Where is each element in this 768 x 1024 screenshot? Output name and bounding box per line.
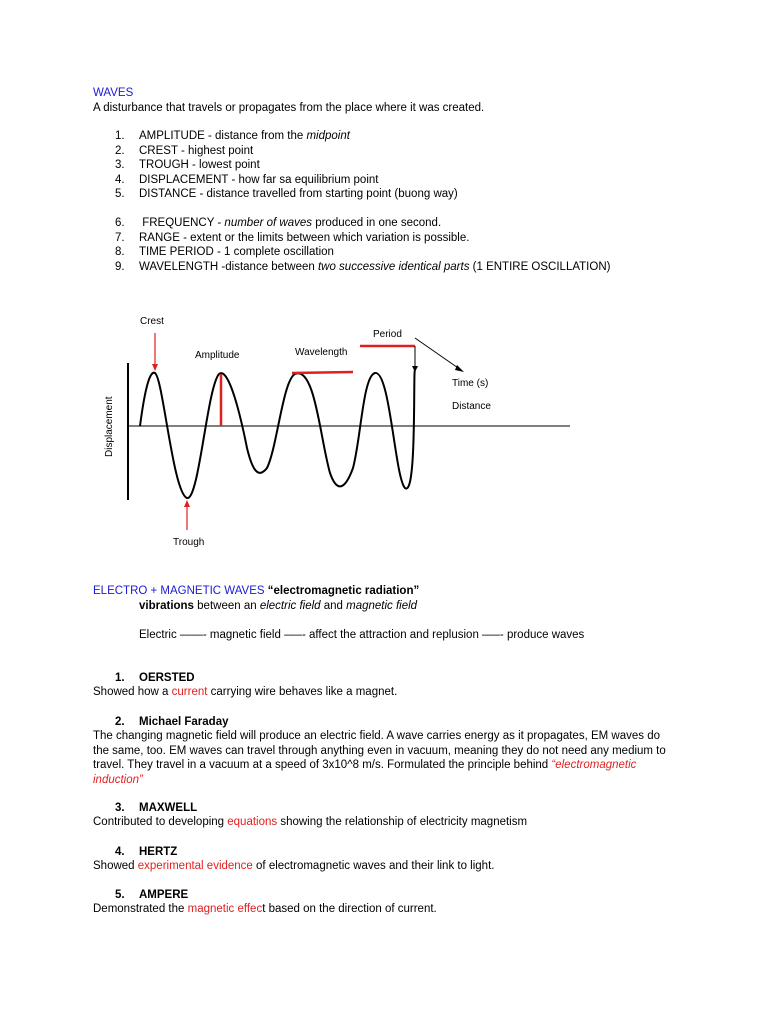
em-section: [93, 584, 683, 643]
trough-label: Trough: [173, 537, 205, 548]
list-item: 9. WAVELENGTH -distance between two successive identical parts (1 ENTIRE OSCILLATION): [115, 260, 611, 273]
list-item: 6. FREQUENCY - number of waves produced in one second.: [115, 217, 442, 229]
scientist-description: Showed experimental evidence of electromagnetic waves and their link to light.: [93, 860, 495, 872]
waves-section: [93, 86, 683, 115]
em-chain: Electric ——- magnetic field —–- affect the attraction and replusion —–- produce waves: [139, 629, 585, 642]
em-vibrations: vibrations between an electric field and magnetic field: [139, 599, 418, 612]
wavelength-label: Wavelength: [295, 347, 348, 358]
scientist-description: Contributed to developing equations showing the relationship of electricity magnetism: [93, 816, 528, 828]
em-heading: ELECTRO + MAGNETIC WAVES “electromagnetic radiation”: [93, 585, 420, 597]
crest-arrow-head: [152, 364, 158, 371]
wavelength-marker: [292, 372, 353, 373]
time-label: Time (s): [452, 378, 489, 389]
scientist-description-line: travel. They travel in a vacuum at a speed of 3x10^8 m/s. Formulated the principle behind “electromagnetic: [93, 759, 637, 772]
crest-label: Crest: [140, 316, 164, 327]
scientist-heading: 3. MAXWELL: [115, 802, 198, 814]
scientist-oersted: [93, 671, 683, 700]
scientist-heading: 2. Michael Faraday: [115, 716, 229, 728]
scientist-heading: 5. AMPERE: [115, 889, 189, 901]
period-label: Period: [373, 329, 402, 340]
list-item: 2. CREST - highest point: [115, 144, 254, 157]
scientist-hertz: [93, 845, 683, 874]
period-drop-arrow-head: [412, 366, 418, 372]
list-item: 4. DISPLACEMENT - how far sa equilibrium point: [115, 173, 379, 186]
displacement-label: Displacement: [104, 396, 115, 457]
list-item: 1. AMPLITUDE - distance from the midpoint: [115, 130, 350, 142]
period-time-arrow-head: [455, 365, 464, 372]
list-item: 3. TROUGH - lowest point: [115, 159, 260, 172]
scientist-faraday: [93, 715, 683, 787]
waves-terms-list-1: [93, 129, 683, 202]
list-item: 7. RANGE - extent or the limits between which variation is possible.: [115, 231, 470, 244]
scientist-heading: 4. HERTZ: [115, 846, 178, 858]
scientist-description: Showed how a current carrying wire behaves like a magnet.: [93, 686, 398, 698]
scientist-maxwell: [93, 801, 683, 830]
waves-definition: A disturbance that travels or propagates from the place where it was created.: [93, 101, 485, 114]
scientist-description-line: the same, too. EM waves can travel through anything even in vacuum, meaning they do not need any medium to: [93, 744, 666, 757]
list-item: 8. TIME PERIOD - 1 complete oscillation: [115, 246, 334, 259]
wave-curve: [140, 370, 415, 498]
scientist-description-line: The changing magnetic field will produce an electric field. A wave carries energy as it propagates, EM waves do: [93, 730, 660, 742]
scientist-description: Demonstrated the magnetic effect based on the direction of current.: [93, 903, 437, 915]
scientist-heading: 1. OERSTED: [115, 672, 195, 684]
list-item: 5. DISTANCE - distance travelled from starting point (buong way): [115, 188, 458, 201]
distance-label: Distance: [452, 401, 491, 412]
period-time-arrow: [415, 338, 461, 370]
trough-arrow-head: [184, 500, 190, 507]
waves-terms-list-2: [93, 216, 683, 274]
amplitude-label: Amplitude: [195, 350, 240, 361]
scientist-description-line: induction”: [93, 773, 143, 786]
scientist-ampere: [93, 888, 683, 917]
waves-heading: WAVES: [93, 87, 134, 99]
wave-diagram: [95, 308, 585, 553]
